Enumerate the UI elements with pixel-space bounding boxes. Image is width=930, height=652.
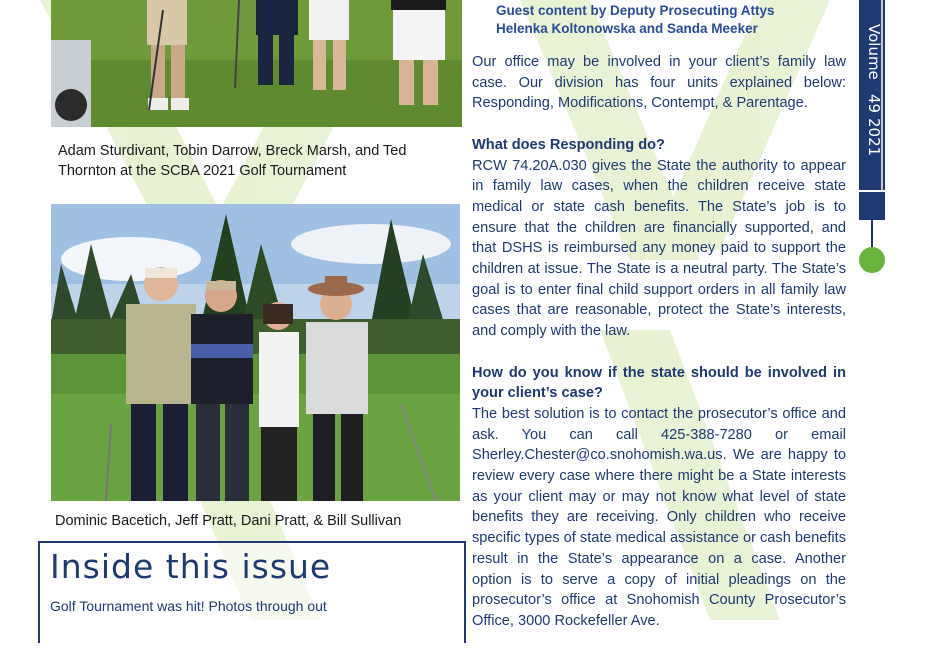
photo-2-caption: Dominic Bacetich, Jeff Pratt, Dani Pratt, & Bill Sullivan: [55, 513, 402, 529]
section-text-responding: RCW 74.20A.030 gives the State the authority to appear in family law cases, when the children receive state medical or state cash benefits. The State’s job is to ensure that the children are financially supported, and that DSHS is reimbursed any money paid to support the children at issue. The State is a neutral party. The State’s goal is to enter final child support orders in all family law cases that are reasonable, protect the State’s interests, and comply with the law.: [472, 157, 846, 340]
golf-photo-2: [51, 204, 460, 501]
section-text-state-involved: The best solution is to contact the prosecutor’s office and ask. You can call 425-388-7280 or email Sherley.Chester@co.snohomish.wa.us. We are happy to review every case where there might be a State interests as your client may or may not know what level of state benefits they are receiving. Only children who receive specific types of state medical assistance or cash benefits result in the State’s appearance on a case. Another option is to serve a copy of initial pleadings on the prosecutor’s office at Snohomish County Prosecutor’s Office, 3000 Rockefeller Ave.: [472, 405, 846, 629]
golf-photo-1: [51, 0, 462, 127]
sidebar-connector-line: [871, 220, 873, 250]
guest-credit-line-2: Helenka Koltonowska and Sanda Meeker: [496, 21, 758, 36]
volume-sidebar-foot: [859, 192, 885, 220]
volume-word: Volume: [865, 24, 883, 80]
volume-label: [863, 24, 883, 184]
article-intro: Our office may be involved in your client’s family law case. Our division has four units explained below: Responding, Modifications, Contempt, & Parentage.: [472, 54, 846, 112]
guest-credit-line-1: Guest content by Deputy Prosecuting Attys: [496, 3, 775, 18]
section-heading-responding: What does Responding do?: [472, 136, 665, 153]
photo-1-caption: Adam Sturdivant, Tobin Darrow, Breck Marsh, and Ted Thornton at the SCBA 2021 Golf Tournament: [58, 143, 407, 179]
inside-issue-item: Golf Tournament was hit! Photos through out: [50, 598, 327, 614]
section-heading-state-involved: How do you know if the state should be involved in your client’s case?: [472, 364, 846, 402]
volume-year: 2021: [865, 117, 883, 157]
green-dot-ornament: [859, 247, 885, 273]
guest-credit: [496, 2, 775, 38]
volume-number: 49: [865, 94, 883, 114]
inside-this-issue-title: Inside this issue: [50, 547, 332, 586]
article-body: [472, 52, 846, 652]
inside-this-issue-box: [38, 541, 466, 643]
